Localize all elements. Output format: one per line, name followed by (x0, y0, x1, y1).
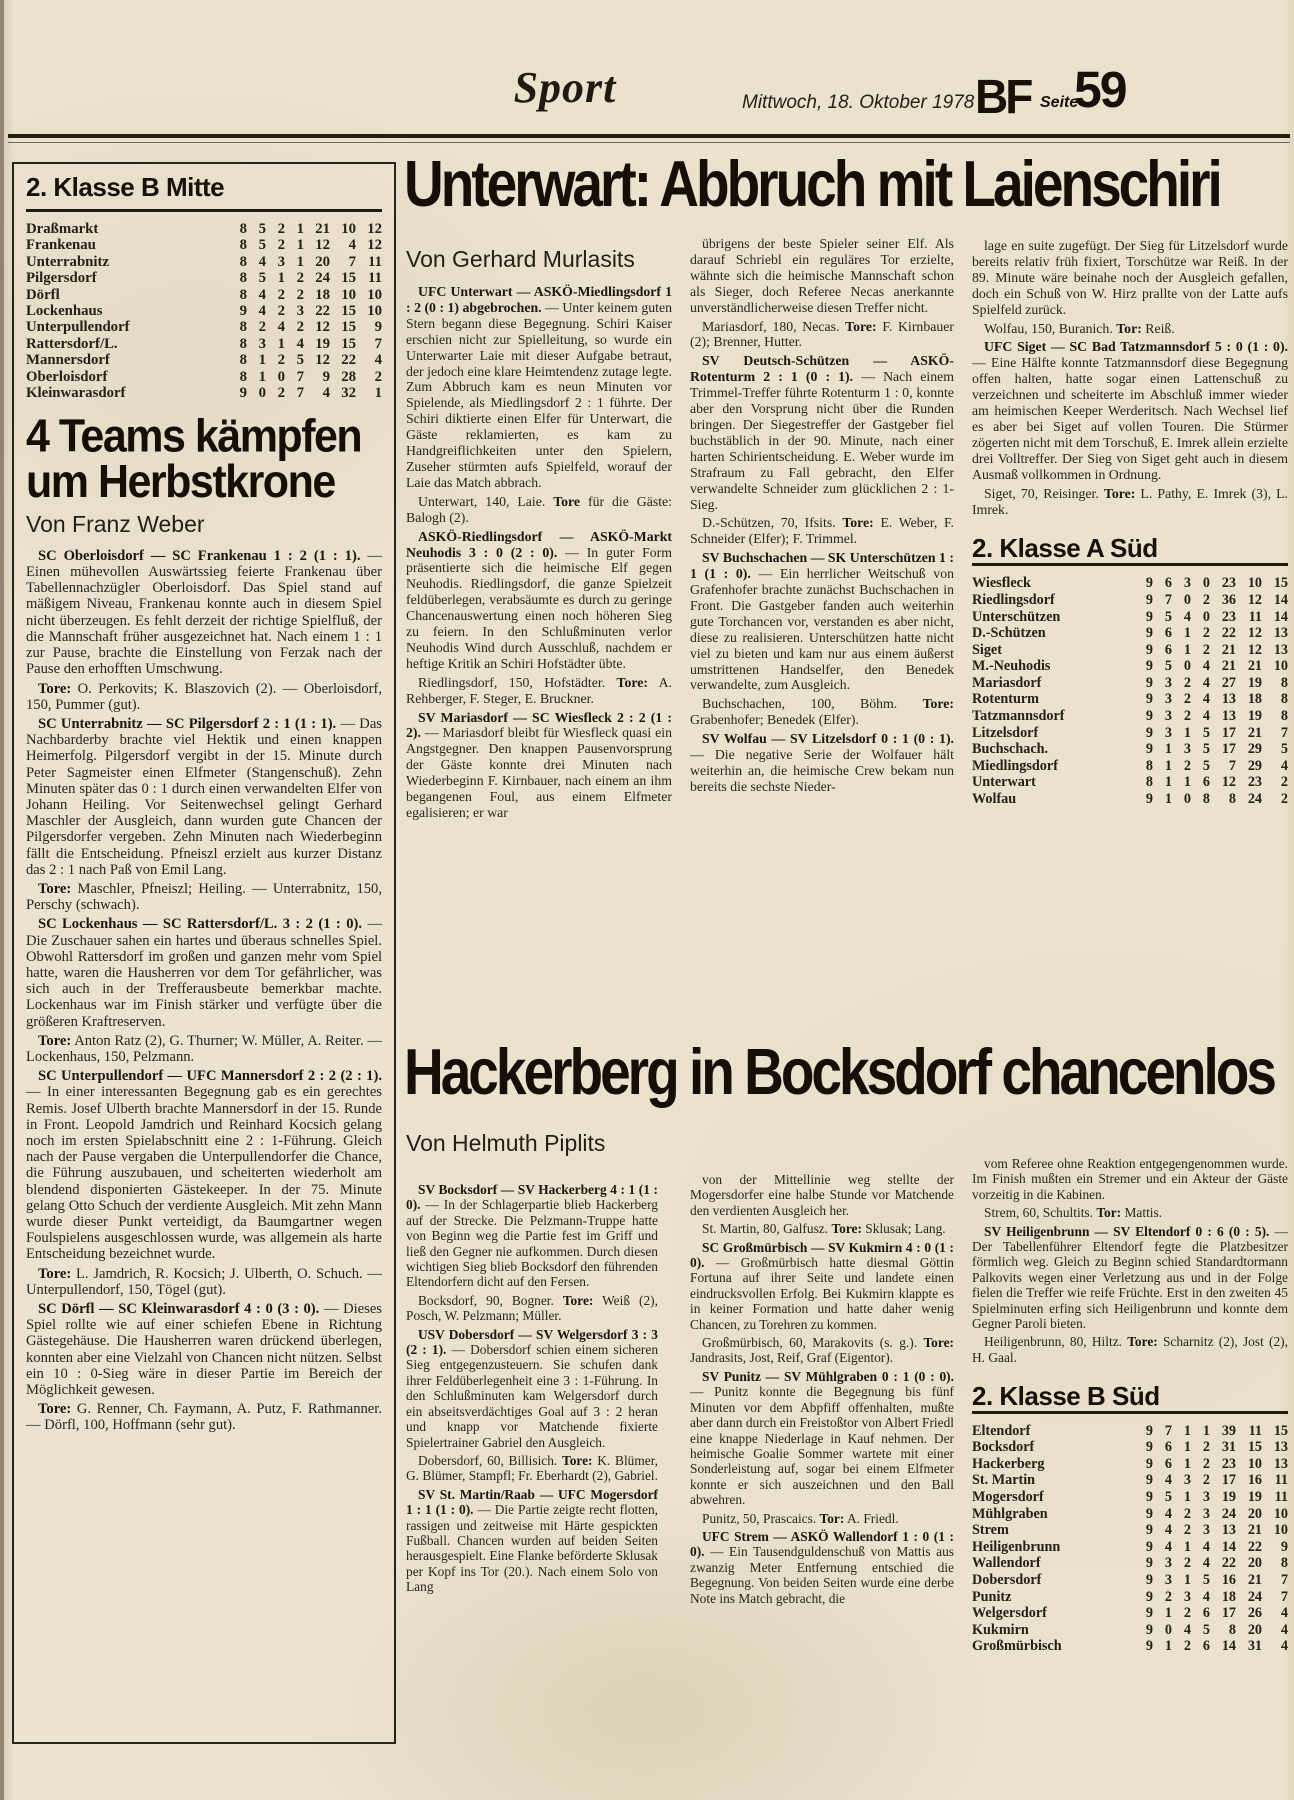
article-paragraph: UFC Strem — ASKÖ Wallendorf 1 : 0 (1 : 0). — Ein Tausendguldenschuß von Mattis aus zwanzig Meter Entfernung entschied die Begegnung. Von beiden Seiten wurde eine derbe Note ins Match gebracht, die (690, 1528, 954, 1606)
table-title-b-sued: 2. Klasse B Süd (972, 1389, 1288, 1413)
article-paragraph: von der Mittellinie weg stellte der Mogersdorfer eine halbe Stunde vor Matchende den verdienten Ausgleich her. (690, 1172, 954, 1218)
b-sued-block (972, 1381, 1288, 1655)
team-name: Mannersdorf (26, 352, 110, 369)
team-name: Dobersdorf (972, 1572, 1042, 1589)
table-row: Heiligenbrunn 9 4 1 4 14 22 9 (972, 1538, 1288, 1555)
unterwart-headline: Unterwart: Abbruch mit Laienschiri (404, 147, 1220, 221)
league-table-b-mitte (26, 221, 382, 401)
table-row: Mariasdorf 9 3 2 4 27 19 8 (972, 674, 1288, 691)
unterwart-column-3 (972, 238, 1288, 808)
team-name: M.-Neuhodis (972, 658, 1051, 675)
article-paragraph: SC Großmürbisch — SV Kukmirn 4 : 0 (1 : 0). — Großmürbisch hatte diesmal Göttin Fortuna auf ihrer Seite und landete einen eindrucksvollen Erfolg. Bei Kukmirn klappte es in keiner Formation und hatte daher wenig Chancen, zu Torehren zu kommen. (690, 1239, 954, 1332)
table-row: Großmürbisch 9 1 2 6 14 31 4 (972, 1638, 1288, 1655)
team-name: Lockenhaus (26, 303, 103, 320)
article-paragraph: Punitz, 50, Prascaics. Tor: A. Friedl. (702, 1510, 899, 1526)
team-name: Bocksdorf (972, 1439, 1035, 1456)
team-name: Mariasdorf (972, 674, 1042, 691)
team-name: Wolfau (972, 791, 1017, 808)
table-row: Riedlingsdorf 9 7 0 2 36 12 14 (972, 591, 1288, 608)
hackerberg-column-3-text (972, 1156, 1288, 1365)
article-paragraph: SV Punitz — SV Mühlgraben 0 : 1 (0 : 0). — Punitz konnte die Begegnung bis fünf Minuten vor dem Abpfiff offenhalten, mußte aber dann durch ein Freistoßtor von Albert Friedl eine knappe Niederlage in Kauf nehmen. Der heimische Goalie Sommer wartete mit einer Sonderleistung auf, sogar bei einem Elfmeter konnte er sich auszeichnen und den Ball abwehren. (690, 1368, 954, 1508)
team-name: Unterschützen (972, 608, 1061, 625)
team-name: Draßmarkt (26, 221, 99, 237)
table-row: Wiesfleck 9 6 3 0 23 10 15 (972, 575, 1288, 592)
article-paragraph: D.-Schützen, 70, Ifsits. Tore: E. Weber, F. Schneider (Elfer); F. Trimmel. (690, 515, 954, 547)
page-label: Seite (1040, 94, 1079, 111)
team-name: St. Martin (972, 1472, 1036, 1489)
team-name: Litzelsdorf (972, 724, 1039, 741)
article-paragraph: SV Heiligenbrunn — SV Eltendorf 0 : 6 (0 : 5). — Der Tabellenführer Eltendorf fegte die Platzbesitzer förmlich weg. Gleich zu Beginn schied Standardtormann Palkovits wegen einer Verletzung aus und in der Folge fielen die Treffer wie reife Früchte. Erst in den zweiten 45 Spielminuten erfing sich Heiligenbrunn und konnte dem Gegner Paroli bieten. (972, 1223, 1288, 1332)
article-paragraph: SC Lockenhaus — SC Rattersdorf/L. 3 : 2 (1 : 0). — Die Zuschauer sahen ein hartes und überaus schnelles Spiel. Obwohl Rattersdorf im großen und ganzen mehr vom Spiel hatte, waren die Hausherren vor dem Tor gefährlicher, was sich auch in der Trefferausbeute bemerkbar machte. Lockenhaus war im Finish stärker und verfügte über die größeren Kraftreserven. (26, 916, 382, 1030)
article-paragraph: ASKÖ-Riedlingsdorf — ASKÖ-Markt Neuhodis 3 : 0 (2 : 0). — In guter Form präsentierte sich die heimische Elf gegen Neuhodis. Riedlingsdorf, die ganze Spielzeit feldüberlegen, verabsäumte es durch zu geringe Chancenauswertung einen noch höheren Sieg zu feiern. In den Schlußminuten verlor Neuhodis Wind durch Ausschluß, nachdem er heftige Kritik an Schiri Hofstädter übte. (406, 528, 672, 671)
article-paragraph: Siget, 70, Reisinger. Tore: L. Pathy, E. Imrek (3), L. Imrek. (972, 485, 1288, 517)
article-paragraph: Heiligenbrunn, 80, Hiltz. Tore: Scharnitz (2), Jost (2), H. Gaal. (972, 1334, 1288, 1365)
team-name: Punitz (972, 1588, 1012, 1605)
team-name: Wallendorf (972, 1555, 1041, 1572)
article-paragraph: lage en suite zugefügt. Der Sieg für Litzelsdorf wurde bereits relativ früh fixiert, Torschütze war Reiß. In der 89. Minute wäre beinahe noch der Ausgleich gefallen, doch ein Schuß von W. Hirz prallte von der Latte aufs Spielfeld zurück. (972, 238, 1288, 317)
team-name: Unterwart (972, 774, 1036, 791)
article-paragraph: SC Unterrabnitz — SC Pilgersdorf 2 : 1 (1 : 1). — Das Nachbarderby brachte viel Hektik und einen knappen Heimerfolg. Pilgersdorf vergibt in der 15. Minute durch Peter Sagmeister einen Elfmeter (Stangenschuß). Zehn Minuten später das 0 : 1 durch einen verwandelten Elfer von Johann Heiling. Vor Seitenwechsel gelingt Gerhard Maschler der Ausgleich, dann wurden gute Chancen der Pilgersdorfer vergeben. Zehn Minuten nach Wiederbeginn fällt die Entscheidung. Pfneiszl erzielt aus kurzer Distanz das 2 : 1 nach Paß von Emil Lang. (26, 715, 382, 878)
table-row: Wallendorf 9 3 2 4 22 20 8 (972, 1555, 1288, 1572)
table-row: Tatzmannsdorf 9 3 2 4 13 19 8 (972, 708, 1288, 725)
table-row: Kleinwarasdorf 9 0 2 7 4 32 1 (26, 385, 382, 402)
unterwart-column-3-text (972, 238, 1288, 517)
left-column-box (12, 162, 396, 1744)
article-paragraph: Strem, 60, Schultits. Tor: Mattis. (984, 1205, 1163, 1221)
article-paragraph: Buchschachen, 100, Böhm. Tore: Grabenhofer; Benedek (Elfer). (690, 696, 954, 728)
team-name: Hackerberg (972, 1455, 1045, 1472)
article-paragraph: Großmürbisch, 60, Marakovits (s. g.). Tore: Jandrasits, Jost, Reif, Graf (Eigentor). (690, 1335, 954, 1366)
league-table-b-sued (972, 1423, 1288, 1655)
team-name: Mogersdorf (972, 1489, 1044, 1506)
article-paragraph: Tore: Anton Ratz (2), G. Thurner; W. Müller, A. Reiter. — Lockenhaus, 150, Pelzmann. (26, 1032, 382, 1065)
unterwart-column-1 (406, 284, 672, 821)
team-name: Heiligenbrunn (972, 1538, 1061, 1555)
team-name: Welgersdorf (972, 1605, 1047, 1622)
hackerberg-byline: Von Helmuth Piplits (406, 1130, 606, 1156)
article-paragraph: SV St. Martin/Raab — UFC Mogersdorf 1 : 1 (1 : 0). — Die Partie zeigte recht flotten, rassigen und zeitweise mit Härte gespickten Fußball. Chancen wurden auf beiden Seiten herausgespielt. Eine Flanke beförderte Sklusak per Kopf ins Tor (20.). Nach einem Solo von Lang (406, 1486, 658, 1595)
unterwart-byline: Von Gerhard Murlasits (406, 246, 635, 272)
article-paragraph: Tore: L. Jamdrich, R. Kocsich; J. Ulberth, O. Schuch. — Unterpullendorf, 150, Tögel (gut). (26, 1265, 382, 1298)
table-row: D.-Schützen 9 6 1 2 22 12 13 (972, 625, 1288, 642)
table-row: Unterpullendorf 8 2 4 2 12 15 9 (26, 319, 382, 336)
page-number: 59 (1074, 61, 1126, 119)
left-article-byline: Von Franz Weber (26, 510, 205, 537)
table-row: Welgersdorf 9 1 2 6 17 26 4 (972, 1605, 1288, 1622)
table-row: Punitz 9 2 3 4 18 24 7 (972, 1588, 1288, 1605)
table-row: Eltendorf 9 7 1 1 39 11 15 (972, 1422, 1288, 1439)
table-row: Draßmarkt 8 5 2 1 21 10 12 (26, 221, 382, 237)
left-article-headline: 4 Teams kämpfen um Herbstkrone (26, 411, 362, 509)
team-name: Oberloisdorf (26, 368, 108, 385)
article-paragraph: SC Dörfl — SC Kleinwarasdorf 4 : 0 (3 : 0). — Dieses Spiel rollte wie auf einer schiefen Ebene in Richtung Gästegehäuse. Die Hausherren waren drückend überlegen, konnten aber eine Vielzahl von Chancen nicht nützen. Selbst ein 10 : 0-Sieg wäre in dieser Partie im Bereich der Möglichkeit gewesen. (26, 1301, 382, 1399)
table-row: Rotenturm 9 3 2 4 13 18 8 (972, 691, 1288, 708)
article-paragraph: Mariasdorf, 180, Necas. Tore: F. Kirnbauer (2); Brenner, Hutter. (690, 318, 954, 350)
hackerberg-headline: Hackerberg in Bocksdorf chancenlos (404, 1035, 1274, 1109)
team-name: Frankenau (26, 237, 96, 254)
team-name: Unterrabnitz (26, 253, 110, 270)
article-paragraph: SV Deutsch-Schützen — ASKÖ-Rotenturm 2 : 1 (0 : 1). — Nach einem Trimmel-Treffer führte Rotenturm 1 : 0, konnte aber den Vorsprung nicht über die Runden bringen. Der Siegestreffer der Gastgeber fiel buchstäblich in der 90. Minute, nach einer harten Schirientscheidung. E. Weber wurde im Strafraum zu Fall gebracht, den Elfer verwandelte Schneider zum glücklichen 2 : 1-Sieg. (690, 353, 954, 512)
table-row: Pilgersdorf 8 5 1 2 24 15 11 (26, 270, 382, 287)
issue-date: Mittwoch, 18. Oktober 1978 (742, 92, 975, 113)
table-row: Miedlingsdorf 8 1 2 5 7 29 4 (972, 757, 1288, 774)
table-title-b-mitte: 2. Klasse B Mitte (26, 172, 382, 212)
table-row: Hackerberg 9 6 1 2 23 10 13 (972, 1455, 1288, 1472)
hackerberg-column-3 (972, 1156, 1288, 1655)
team-name: Strem (972, 1522, 1009, 1539)
team-name: Pilgersdorf (26, 270, 97, 287)
article-paragraph: UFC Unterwart — ASKÖ-Miedlingsdorf 1 : 2 (0 : 1) abgebrochen. — Unter keinem guten Stern begann diese Begegnung. Schiri Kaiser erschien nicht zur Spielleitung, so wurde ein Unterwarter Laie mit dieser Aufgabe betraut, der jedoch eine klare Heimtendenz zutage legte. Zum Abbruch kam es neun Minuten vor Spielende, als Miedlingsdorf 2 : 1 führte. Der Schiri diktierte einen Elfer für Unterwart, die Gäste reklamierten, es kam zu Handgreiflichkeiten unter den Spielern, Zuseher stürmten aufs Spielfeld, worauf der Laie das Match abbrach. (406, 284, 672, 490)
team-name: Kleinwarasdorf (26, 385, 126, 402)
table-row: Bocksdorf 9 6 1 2 31 15 13 (972, 1439, 1288, 1456)
team-name: Tatzmannsdorf (972, 708, 1065, 725)
team-name: Eltendorf (972, 1422, 1031, 1439)
hackerberg-column-1 (406, 1182, 658, 1595)
table-row: M.-Neuhodis 9 5 0 4 21 21 10 (972, 658, 1288, 675)
team-name: Dörfl (26, 286, 60, 303)
team-name: Großmürbisch (972, 1638, 1062, 1655)
table-row: St. Martin 9 4 3 2 17 16 11 (972, 1472, 1288, 1489)
table-row: Dobersdorf 9 3 1 5 16 21 7 (972, 1572, 1288, 1589)
team-name: Siget (972, 641, 1002, 658)
header-rule-thin (8, 142, 1290, 143)
table-row: Mogersdorf 9 5 1 3 19 19 11 (972, 1489, 1288, 1506)
article-paragraph: USV Dobersdorf — SV Welgersdorf 3 : 3 (2 : 1). — Dobersdorf schien einem sicheren Sieg entgegenzusteuern. Sie schufen dank ihrer Feldüberlegenheit eine 3 : 1-Führung. In den Schlußminuten kam Welgersdorf durch ein abseitsverdächtiges Goal auf 3 : 2 heran und knapp vor Matchende fixierte Spielertrainer Gabriel den Ausgleich. (406, 1326, 659, 1450)
table-row: Mühlgraben 9 4 2 3 24 20 10 (972, 1505, 1288, 1522)
header-rule-thick (8, 134, 1290, 138)
table-row: Strem 9 4 2 3 13 21 10 (972, 1522, 1288, 1539)
team-name: Rotenturm (972, 691, 1039, 708)
team-name: D.-Schützen (972, 625, 1046, 642)
table-row: Dörfl 8 4 2 2 18 10 10 (26, 286, 382, 303)
article-paragraph: vom Referee ohne Reaktion entgegengenommen wurde. Im Finish mußten ein Stremer und ein Akteur der Gäste vorzeitig in die Kabinen. (972, 1156, 1288, 1202)
team-name: Mühlgraben (972, 1505, 1048, 1522)
article-paragraph: UFC Siget — SC Bad Tatzmannsdorf 5 : 0 (1 : 0). — Eine Hälfte konnte Tatzmannsdorf diese Begegnung offen halten, hatte sogar einen Lattenschuß zu verzeichnen und scheiterte im Abschluß immer wieder am heimischen Keeper Werderitsch. Nach Wechsel lief es aber bei Siget auf vollen Touren. Die Stürmer zögerten nicht mit dem Torschuß, E. Imrek allein erzielte drei Volltreffer. Der Sieg von Siget geht auch in diesem Ausmaß vollkommen in Ordnung. (972, 339, 1288, 482)
table-row: Rattersdorf/L. 8 3 1 4 19 15 7 (26, 335, 382, 352)
team-name: Wiesfleck (972, 575, 1031, 592)
table-row: Kukmirn 9 0 4 5 8 20 4 (972, 1621, 1288, 1638)
article-paragraph: Tore: Maschler, Pfneiszl; Heiling. — Unterrabnitz, 150, Perschy (schwach). (26, 880, 382, 914)
table-row: Mannersdorf 8 1 2 5 12 22 4 (26, 352, 382, 369)
article-paragraph: Unterwart, 140, Laie. Tore für die Gäste: Balogh (2). (406, 493, 672, 525)
article-paragraph: Tore: G. Renner, Ch. Faymann, A. Putz, F. Rathmanner. — Dörfl, 100, Hoffmann (sehr gut). (26, 1401, 382, 1434)
team-name: Rattersdorf/L. (26, 335, 118, 352)
article-paragraph: SV Wolfau — SV Litzelsdorf 0 : 1 (0 : 1). — Die negative Serie der Wolfauer hält weiterhin an, die heimische Crew bekam nun bereits die sechste Nieder- (690, 731, 954, 794)
table-row: Unterrabnitz 8 4 3 1 20 7 11 (26, 253, 382, 270)
table-title-a-sued: 2. Klasse A Süd (972, 541, 1288, 566)
team-name: Unterpullendorf (26, 319, 130, 336)
table-row: Litzelsdorf 9 3 1 5 17 21 7 (972, 724, 1288, 741)
league-table-a-sued (972, 575, 1288, 807)
paper-logo: BF (975, 69, 1031, 124)
left-article-body (26, 548, 382, 1434)
table-row: Frankenau 8 5 2 1 12 4 12 (26, 237, 382, 254)
a-sued-block (972, 533, 1288, 808)
team-name: Kukmirn (972, 1621, 1029, 1638)
article-paragraph: Tore: O. Perkovits; K. Blaszovich (2). — Oberloisdorf, 150, Pummer (gut). (26, 680, 382, 713)
table-row: Buchschach. 9 1 3 5 17 29 5 (972, 741, 1288, 758)
hackerberg-column-2 (690, 1172, 954, 1606)
section-title: Sport (513, 63, 617, 112)
article-paragraph: Dobersdorf, 60, Billisich. Tore: K. Blümer, G. Blümer, Stampfl; Fr. Eberhardt (2), Gabriel. (406, 1452, 658, 1484)
article-paragraph: SV Bocksdorf — SV Hackerberg 4 : 1 (1 : 0). — In der Schlagerpartie blieb Hackerberg auf der Strecke. Die Pelzmann-Truppe hatte von Beginn weg die Partie fest im Griff und ließ den Gegner nie aufkommen. Durch diesen wichtigen Sieg blieb Bocksdorf den führenden Eltendorfern dicht auf den Fersen. (406, 1182, 658, 1290)
team-name: Riedlingsdorf (972, 591, 1055, 608)
team-name: Buchschach. (972, 741, 1049, 758)
article-paragraph: SV Buchschachen — SK Unterschützen 1 : 1 (1 : 0). — Ein herrlicher Weitschuß von Grafenhofer brachte zunächst Buchschachen in Front. Die Gastgeber fanden auch weiterhin gute Torchancen vor, verstanden es aber nicht, diese zu realisieren. Unterschützen hatte nicht viel zu bieten und kam nur aus einem äußerst umstrittenen Handselfer, den Benedek verwandelte, zum Ausgleich. (690, 550, 954, 693)
table-row: Unterschützen 9 5 4 0 23 11 14 (972, 608, 1288, 625)
article-paragraph: Riedlingsdorf, 150, Hofstädter. Tore: A. Rehberger, F. Steger, E. Bruckner. (406, 674, 672, 706)
table-row: Wolfau 9 1 0 8 8 24 2 (972, 791, 1288, 808)
unterwart-column-2 (690, 236, 954, 795)
article-paragraph: SC Oberloisdorf — SC Frankenau 1 : 2 (1 : 1). — Einen mühevollen Auswärtssieg feierte Frankenau über Tabellennachzügler Oberloisdorf. Das Spiel stand auf mäßigem Niveau, Frankenau konnte auch in diesem Spiel nicht überzeugen. Es fehlt derzeit der richtige Spielfluß, der die Mannschaft früher ausgezeichnet hat. Nach einem 1 : 1 zur Pause, brachte die Einstellung von Ferzak nach der Pause den erhofften Umschwung. (26, 547, 382, 678)
article-paragraph: SV Mariasdorf — SC Wiesfleck 2 : 2 (1 : 2). — Mariasdorf bleibt für Wiesfleck quasi ein Angstgegner. Den knappen Pausenvorsprung der Gäste konnte drei Minuten nach Wiederbeginn F. Kirnbauer, nach einem an ihm begangenen Foul, aus einem Elfmeter egalisieren; er war (406, 709, 672, 820)
table-row: Siget 9 6 1 2 21 12 13 (972, 641, 1288, 658)
team-name: Miedlingsdorf (972, 757, 1058, 774)
article-paragraph: SC Unterpullendorf — UFC Mannersdorf 2 : 2 (2 : 1). — In einer interessanten Begegnung gab es ein gerechtes Remis. Josef Ulberth brachte Mannersdorf in der 15. Runde in Front. Leopold Jamdrich und Reinhard Kocsich gelang noch im ersten Spielabschnitt eine 2 : 1-Führung. Gleich nach der Pause vergaben die Unterpullendorfer die Chance, die Führung auszubauen, und scheiterten wiederholt am blendend disponierten Gästekeeper. In der 75. Minute gelang Otto Schuch der verdiente Ausgleich. Mit zehn Mann wurde dieser Punkt verteidigt, da Baumgartner wegen Foulspielens ausgeschlossen wurde, was allgemein als harte Entscheidung bezeichnet wurde. (26, 1068, 382, 1263)
table-row: Lockenhaus 9 4 2 3 22 15 10 (26, 303, 382, 320)
table-row: Oberloisdorf 8 1 0 7 9 28 2 (26, 368, 382, 385)
table-row: Unterwart 8 1 1 6 12 23 2 (972, 774, 1288, 791)
article-paragraph: St. Martin, 80, Galfusz. Tore: Sklusak; Lang. (702, 1221, 946, 1237)
article-paragraph: Bocksdorf, 90, Bogner. Tore: Weiß (2), Posch, W. Pelzmann; Müller. (406, 1292, 658, 1324)
article-paragraph: übrigens der beste Spieler seiner Elf. Als darauf Schriebl ein reguläres Tor erzielte, wähnte sich die heimische Mannschaft schon als Sieger, doch Referee Necas anerkannte unverständlicherweise diesen Treffer nicht. (690, 236, 954, 315)
article-paragraph: Wolfau, 150, Buranich. Tor: Reiß. (984, 320, 1175, 336)
